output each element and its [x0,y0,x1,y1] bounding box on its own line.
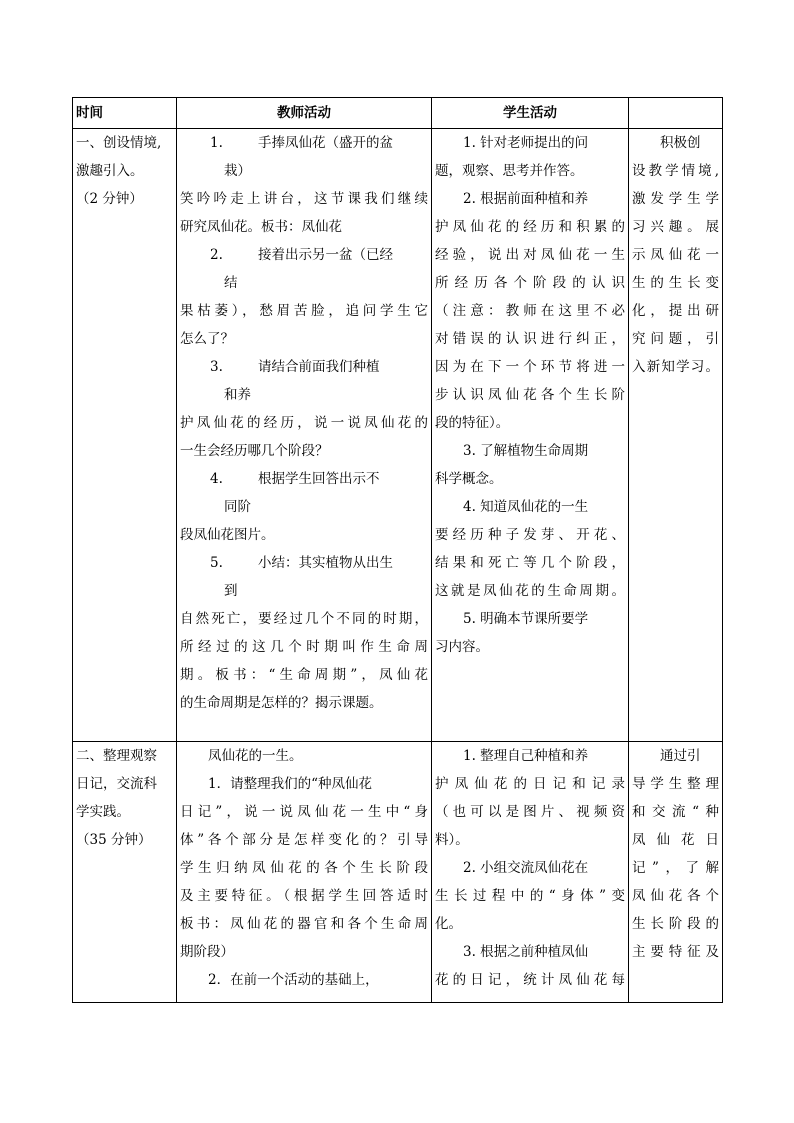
text-line: 设教学情境, [632,163,719,179]
text-line: 果枯萎），愁眉苦脸，追问学生它 [180,303,428,319]
text-line [180,465,428,493]
text-line: 段的特征）。 [435,415,510,431]
text-line: 笑吟吟走上讲台，这节课我们继续 [180,191,428,207]
text-line: 花的日记，统计凤仙花每 [435,972,625,988]
text-line: 护凤仙花的经历和积累的 [435,219,625,235]
list-number: 3. [210,359,223,375]
text-line: 期阶段） [180,944,234,960]
text-line [180,129,428,157]
text-line: （也可以是图片、视频资 [435,804,625,820]
text-line: 主要特征及 [632,944,719,960]
table-row [73,742,723,1003]
text-line: 怎么了？ [180,331,234,347]
table-row [73,129,723,742]
text-line: 入新知学习。 [632,359,719,375]
lesson-plan-table [72,97,723,1003]
row1-teacher-cell [177,129,432,742]
text-line: 一生会经历哪几个阶段？ [180,443,329,459]
table-header-row [73,98,723,129]
row2-time-cell [73,742,177,1003]
list-text: 请结合前面我们种植 [258,359,380,375]
text-line: 习兴趣。展 [632,219,719,235]
text-line: 到 [224,583,238,599]
text-line: 对错误的认识进行纠正， [435,331,625,347]
text-line: 学生归纳凤仙花的各个生长阶段 [180,860,428,876]
text-line: 所经过的这几个时期叫作生命周 [180,639,428,655]
text-line: 1. 整理自己种植和养 [463,748,589,764]
list-text: 根据学生回答出示不 [258,471,380,487]
text-line: 和交流“种 [632,804,719,820]
text-line: 料）。 [435,832,469,848]
text-line: 生长阶段的 [632,916,719,932]
text-line: 二、整理观察 [76,748,157,764]
text-line: 要经历种子发芽、开花、 [435,527,625,543]
text-line: 化，提出研 [632,303,719,319]
text-line: 学实践。 [76,804,130,820]
row1-time-cell [73,129,177,742]
text-line: 自然死亡，要经过几个不同的时期， [180,611,428,627]
row2-teacher-cell [177,742,432,1003]
text-line: 这就是凤仙花的生命周期。 [435,583,625,599]
text-line: 化。 [435,916,462,932]
text-line: 2. 小组交流凤仙花在 [463,860,589,876]
text-line: 一、创设情境, [76,135,162,151]
list-number: 1. [210,135,223,151]
text-line: 及主要特征。（根据学生回答适时 [180,888,428,904]
text-line: 经验，说出对凤仙花一生 [435,247,625,263]
text-line: 积极创 [660,135,701,151]
header-time: 时间 [73,98,177,129]
text-line [180,353,428,381]
list-number: 5. [210,555,223,571]
text-line: 所经历各个阶段的认识 [435,275,625,291]
header-student-activity: 学生活动 [432,98,629,129]
text-line: 结果和死亡等几个阶段， [435,555,625,571]
text-line: 导学生整理 [632,776,719,792]
text-line: （注意：教师在这里不必 [435,303,625,319]
list-number: 4. [210,471,223,487]
text-line: （2 分钟） [76,191,143,207]
text-line: 2. 根据前面种植和养 [463,191,589,207]
row1-intent-cell [629,129,723,742]
text-line: 的生命周期是怎样的？揭示课题。 [180,695,383,711]
text-line: 生的生长变 [632,275,719,291]
text-line: 题，观察、思考并作答。 [435,163,584,179]
text-line: 凤仙花的一生。 [208,748,303,764]
text-line: 激发学生学 [632,191,719,207]
text-line: 护凤仙花的经历，说一说凤仙花的 [180,415,428,431]
text-line: 示凤仙花一 [632,247,719,263]
text-line: 5. 明确本节课所要学 [463,611,589,627]
text-line: 段凤仙花图片。 [180,527,275,543]
list-text: 接着出示另一盆（已经 [258,247,393,263]
text-line: 研究凤仙花。板书：凤仙花 [180,219,342,235]
text-line: 生长过程中的“身体”变 [435,888,625,904]
text-line: 3. 根据之前种植凤仙 [463,944,589,960]
text-line: 科学概念。 [435,471,503,487]
text-line: 究问题，引 [632,331,719,347]
text-line: 激趣引入。 [76,163,144,179]
text-line: 因为在下一个环节将进一 [435,359,625,375]
header-design-intent [629,98,723,129]
list-number: 2. [210,247,223,263]
text-line: 3. 了解植物生命周期 [463,443,589,459]
list-text: 手捧凤仙花（盛开的盆 [258,135,393,151]
text-line: 护凤仙花的日记和记录 [435,776,625,792]
text-line: 凤 仙 花 日 [632,832,719,848]
text-line: 和养 [224,387,251,403]
row2-student-cell [432,742,629,1003]
text-line: 体”各个部分是怎样变化的？引导 [180,832,428,848]
text-line: 步认识凤仙花各个生长阶 [435,387,625,403]
text-line: 1．请整理我们的“种凤仙花 [208,776,372,792]
text-line: 结 [224,275,238,291]
text-line: 日记”，说一说凤仙花一生中“身 [180,804,428,820]
text-line: 凤仙花各个 [632,888,719,904]
text-line: 4. 知道凤仙花的一生 [463,499,589,515]
text-line: 1. 针对老师提出的问 [463,135,589,151]
text-line [180,241,428,269]
list-text: 小结：其实植物从出生 [258,555,393,571]
row2-intent-cell [629,742,723,1003]
header-teacher-activity: 教师活动 [177,98,432,129]
text-line: 期。板书：“生命周期”，凤仙花 [180,667,428,683]
text-line: 记”，了解 [632,860,719,876]
text-line [180,549,428,577]
text-line: 板书：凤仙花的器官和各个生命周 [180,916,428,932]
row1-student-cell [432,129,629,742]
text-line: 2．在前一个活动的基础上， [208,972,379,988]
text-line: 栽） [224,163,251,179]
text-line: 通过引 [660,748,701,764]
text-line: （35 分钟） [76,832,152,848]
text-line: 习内容。 [435,639,489,655]
text-line: 同阶 [224,499,251,515]
text-line: 日记，交流科 [76,776,157,792]
